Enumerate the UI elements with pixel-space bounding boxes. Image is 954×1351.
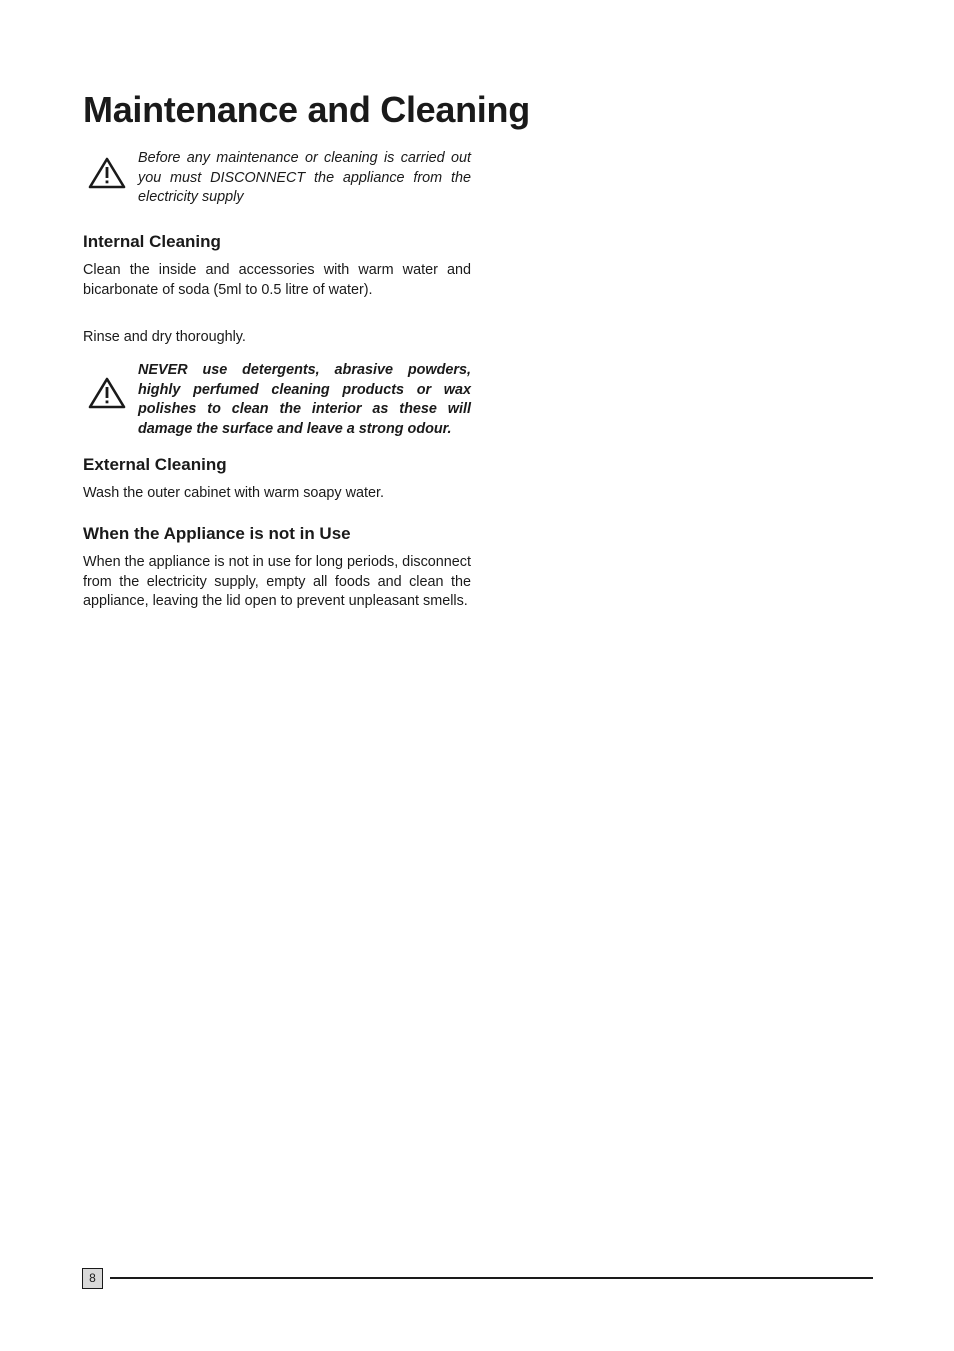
external-cleaning-paragraph: Wash the outer cabinet with warm soapy water. [83,485,385,501]
page-title: Maintenance and Cleaning [83,89,530,130]
section-heading-internal-cleaning: Internal Cleaning [83,232,221,251]
footer-rule [110,1277,873,1279]
section-heading-external-cleaning: External Cleaning [83,455,227,474]
warning-never-detergents [83,361,471,441]
page-number: 8 [82,1268,103,1289]
not-in-use-paragraph: When the appliance is not in use for long periods, disconnect from the electricity supply, empty all foods and clean the appliance, leaving the lid open to prevent unpleasant smells. [83,554,471,609]
warning-text: NEVER use detergents, abrasive powders, highly perfumed cleaning products or wax polishes to clean the interior as these will damage the surface and leave a strong odour. [138,362,471,437]
warning-text: Before any maintenance or cleaning is carried out you must DISCONNECT the appliance from the electricity supply [138,150,471,205]
rinse-paragraph: Rinse and dry thoroughly. [83,329,246,345]
warning-triangle-icon [87,376,127,410]
warning-triangle-icon [87,156,127,190]
section-heading-not-in-use: When the Appliance is not in Use [83,524,351,543]
internal-cleaning-paragraph: Clean the inside and accessories with warm water and bicarbonate of soda (5ml to 0.5 litre of water). [83,262,471,298]
warning-disconnect [83,149,471,211]
